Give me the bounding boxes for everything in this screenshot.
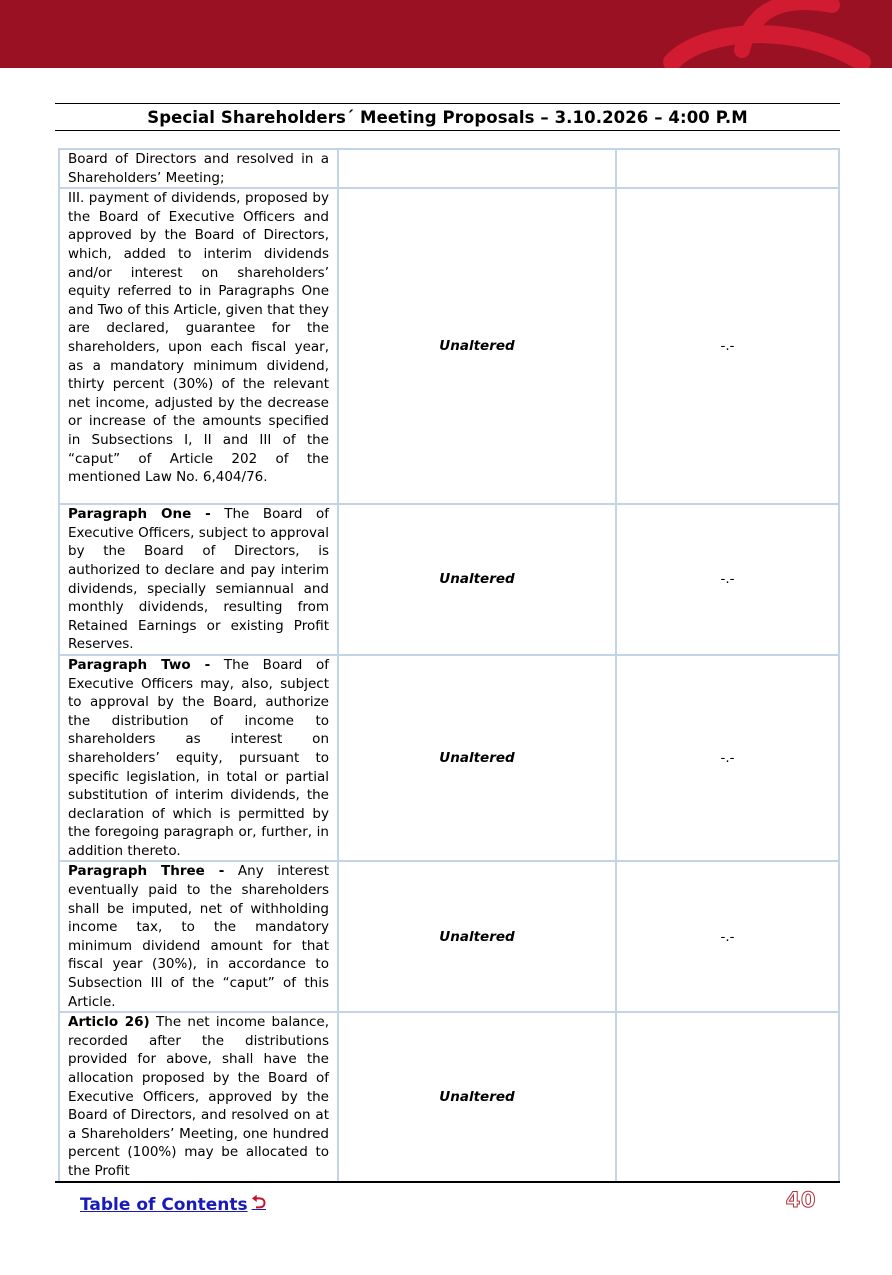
justification-cell: -.-: [616, 188, 839, 504]
page-title: Special Shareholders´ Meeting Proposals – 3.10.2026 – 4:00 P.M: [147, 107, 748, 127]
proposed-text-cell: Unaltered: [338, 655, 616, 862]
logo-swoosh-icon: [632, 0, 892, 68]
proposal-table: [58, 148, 840, 1183]
current-text-cell: Articlo 26) The net income balance, recorded after the distributions provided for above, shall have the allocation proposed by the Board of Executive Officers, approved by the Board of Directors, and resolved on at a Shareholders’ Meeting, one hundred percent (100%) may be allocated to the Profit: [59, 1012, 338, 1181]
table-of-contents-link[interactable]: [80, 1190, 266, 1220]
justification-cell: -.-: [616, 655, 839, 862]
proposed-text-cell: Unaltered: [338, 861, 616, 1012]
current-text-cell: Paragraph Two - The Board of Executive Officers may, also, subject to approval by the Board, authorize the distribution of income to shareholders as interest on shareholders’ equity, pursuant to specific legislation, in total or partial substitution of interim dividends, the declaration of which is permitted by the foregoing paragraph or, further, in addition thereto.: [59, 655, 338, 862]
justification-cell: [616, 1012, 839, 1181]
proposed-text-cell: Unaltered: [338, 1012, 616, 1181]
page-number: 40: [785, 1188, 816, 1212]
current-text-cell: III. payment of dividends, proposed by the Board of Executive Officers and approved by the Board of Directors, which, added to interim dividends and/or interest on shareholders’ equity referred to in Paragraphs One and Two of this Article, given that they are declared, guarantee for the shareholders, upon each fiscal year, as a mandatory minimum dividend, thirty percent (30%) of the relevant net income, adjusted by the decrease or increase of the amounts specified in Subsections I, II and III of the “caput” of Article 202 of the mentioned Law No. 6,404/76.: [59, 188, 338, 504]
table-row: [59, 504, 839, 655]
justification-cell: -.-: [616, 504, 839, 655]
header-banner: [0, 0, 892, 68]
proposed-text-cell: Unaltered: [338, 504, 616, 655]
footer-divider: [55, 1181, 840, 1183]
proposed-text-cell: [338, 149, 616, 188]
toc-label[interactable]: Table of Contents: [80, 1195, 248, 1215]
table-row: [59, 149, 839, 188]
current-text-cell: Paragraph Three - Any interest eventually paid to the shareholders shall be imputed, net of withholding income tax, to the mandatory minimum dividend amount for that fiscal year (30%), in accordance to Subsection III of the “caput” of this Article.: [59, 861, 338, 1012]
current-text-cell: Paragraph One - The Board of Executive Officers, subject to approval by the Board of Directors, is authorized to declare and pay interim dividends, specially semiannual and monthly dividends, resulting from Retained Earnings or existing Profit Reserves.: [59, 504, 338, 655]
table-row: [59, 1012, 839, 1181]
justification-cell: [616, 149, 839, 188]
table-row: [59, 188, 839, 504]
return-arrow-icon[interactable]: ⮌: [251, 1192, 266, 1213]
table-row: [59, 655, 839, 862]
page-title-bar: [55, 103, 840, 131]
justification-cell: -.-: [616, 861, 839, 1012]
proposed-text-cell: Unaltered: [338, 188, 616, 504]
table-row: [59, 861, 839, 1012]
current-text-cell: Board of Directors and resolved in a Shareholders’ Meeting;: [59, 149, 338, 188]
